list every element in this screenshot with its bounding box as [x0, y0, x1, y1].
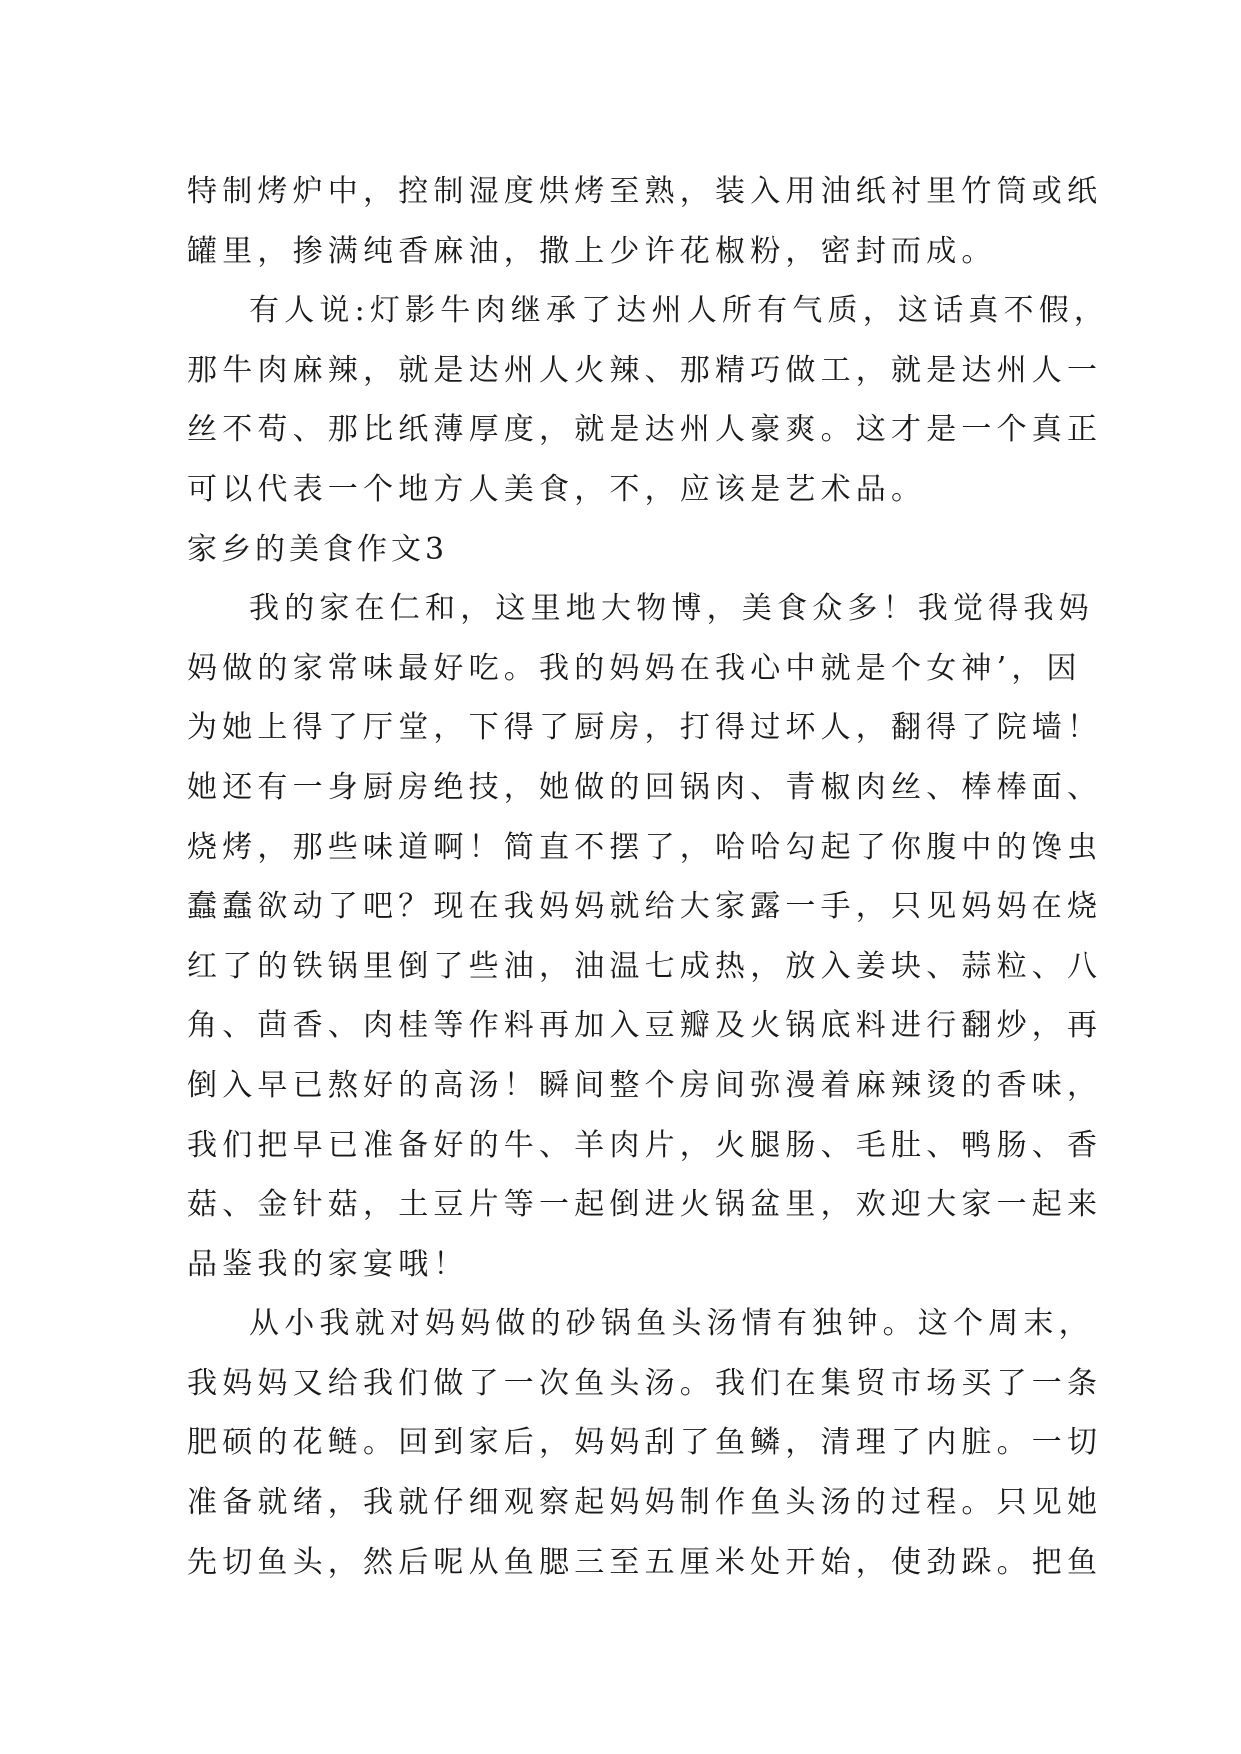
text-line: 蠢蠢欲动了吧？现在我妈妈就给大家露一手，只见妈妈在烧 [187, 889, 1103, 925]
text-line: 可以代表一个地方人美食，不，应该是艺术品。 [187, 471, 927, 507]
text-line: 红了的铁锅里倒了些油，油温七成热，放入姜块、蒜粒、八 [187, 948, 1103, 984]
text-line: 我们把早已准备好的牛、羊肉片，火腿肠、毛肚、鸭肠、香 [187, 1127, 1103, 1163]
text-line: 烧烤，那些味道啊！简直不摆了，哈哈勾起了你腹中的馋虫 [187, 829, 1103, 865]
text-line: 她还有一身厨房绝技，她做的回锅肉、青椒肉丝、棒棒面、 [187, 769, 1103, 805]
text-line: 倒入早已熬好的高汤！瞬间整个房间弥漫着麻辣烫的香味， [187, 1067, 1103, 1103]
text-line: 特制烤炉中，控制湿度烘烤至熟，装入用油纸衬里竹筒或纸 [187, 174, 1103, 209]
paragraph [187, 1294, 1103, 1592]
text-line: 丝不苟、那比纸薄厚度，就是达州人豪爽。这才是一个真正 [187, 412, 1103, 448]
text-line: 妈做的家常味最好吃。我的妈妈在我心中就是个女神’，因 [187, 650, 1082, 686]
section-heading [187, 520, 1057, 580]
heading-text: 家乡的美食作文3 [187, 531, 449, 567]
text-line: 我妈妈又给我们做了一次鱼头汤。我们在集贸市场买了一条 [187, 1365, 1103, 1401]
text-line: 罐里，掺满纯香麻油，撒上少许花椒粉，密封而成。 [187, 233, 997, 269]
document-body [187, 162, 1110, 1592]
text-line: 菇、金针菇，土豆片等一起倒进火锅盆里，欢迎大家一起来 [187, 1187, 1103, 1223]
text-line: 有人说:灯影牛肉继承了达州人所有气质，这话真不假， [249, 293, 1110, 329]
text-line: 我的家在仁和，这里地大物博，美食众多！我觉得我妈 [249, 591, 1094, 627]
paragraph [187, 162, 1103, 281]
text-line: 那牛肉麻辣，就是达州人火辣、那精巧做工，就是达州人一 [187, 352, 1103, 388]
text-line: 先切鱼头，然后呢从鱼腮三至五厘米处开始，使劲跺。把鱼 [187, 1544, 1103, 1580]
text-line: 从小我就对妈妈做的砂锅鱼头汤情有独钟。这个周末， [249, 1306, 1094, 1342]
paragraph [187, 579, 1103, 1294]
text-line: 肥硕的花鲢。回到家后，妈妈刮了鱼鳞，清理了内脏。一切 [187, 1425, 1103, 1461]
text-line: 角、茴香、肉桂等作料再加入豆瓣及火锅底料进行翻炒，再 [187, 1008, 1103, 1044]
text-line: 准备就绪，我就仔细观察起妈妈制作鱼头汤的过程。只见她 [187, 1485, 1103, 1521]
text-line: 为她上得了厅堂，下得了厨房，打得过坏人，翻得了院墙！ [187, 710, 1103, 746]
paragraph [187, 281, 1110, 519]
text-line: 品鉴我的家宴哦！ [187, 1246, 469, 1282]
